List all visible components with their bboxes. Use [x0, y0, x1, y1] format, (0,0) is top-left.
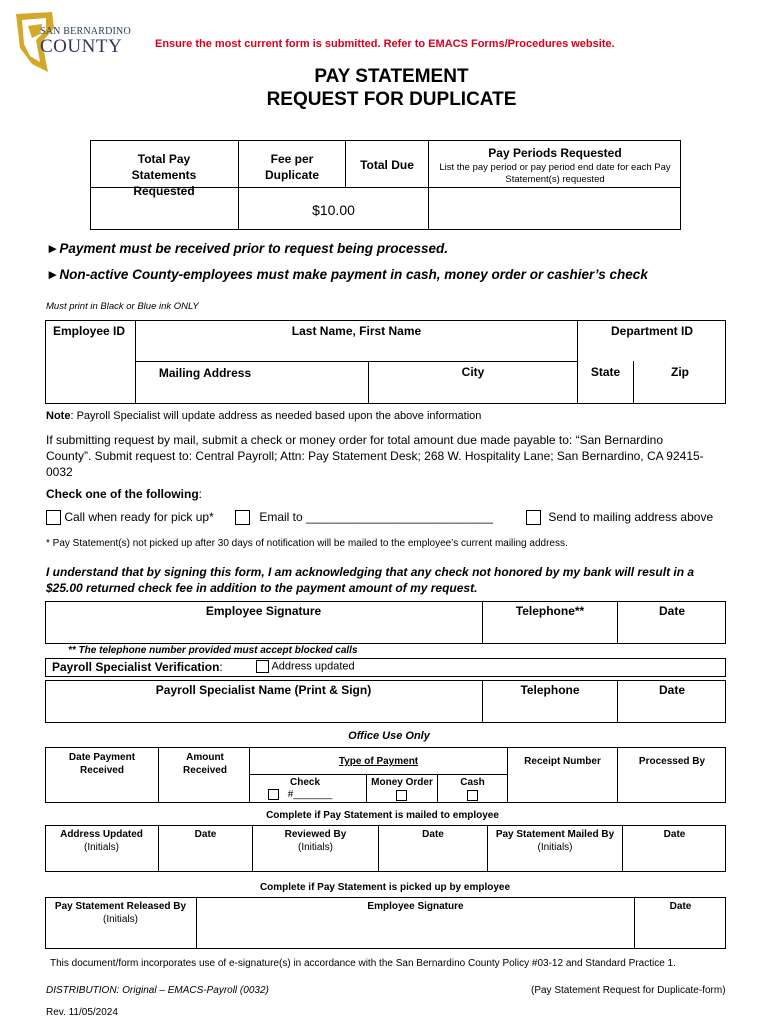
pickup-date-header: Date	[669, 901, 692, 912]
department-id-field[interactable]	[578, 341, 725, 360]
note-text: : Payroll Specialist will update address as needed based upon the above information	[70, 410, 482, 422]
non-active-bullet: ►Non-active County-employees must make payment in cash, money order or cashier’s check	[46, 267, 648, 282]
money-order-checkbox[interactable]	[396, 790, 407, 801]
employee-signature-label: Employee Signature	[205, 604, 322, 618]
revision-date: Rev. 11/05/2024	[46, 1007, 118, 1018]
mailed-date-header-3: Date	[663, 829, 686, 840]
total-due-header: Total Due	[360, 158, 414, 172]
department-id-label: Department ID	[610, 324, 693, 338]
pay-periods-note: List the pay period or pay period end date for each Pay Statement(s) requested	[439, 162, 671, 185]
check-number-field[interactable]: #_______	[287, 789, 333, 801]
check-one-heading	[46, 487, 202, 501]
address-updated-option[interactable]	[256, 660, 355, 673]
date-label: Date	[658, 604, 685, 618]
money-order-label: Money Order	[371, 777, 433, 788]
phone-note: ** The telephone number provided must accept blocked calls	[68, 645, 358, 656]
address-note	[46, 410, 481, 422]
zip-label: Zip	[671, 365, 689, 379]
cash-checkbox[interactable]	[467, 790, 478, 801]
pickup-signature-header: Employee Signature	[367, 901, 464, 912]
fee-value: $10.00	[312, 202, 355, 218]
mail-label: Send to mailing address above	[548, 510, 714, 524]
date-field[interactable]	[618, 620, 725, 643]
name-field[interactable]	[136, 341, 576, 360]
type-of-payment-label: Type of Payment	[338, 756, 419, 767]
pickup-heading: Complete if Pay Statement is picked up by employee	[259, 882, 511, 893]
date-payment-label: Date Payment Received	[68, 752, 136, 776]
verification-colon: :	[219, 660, 223, 674]
payment-bullet: ►Payment must be received prior to request being processed.	[46, 241, 448, 256]
receipt-number-label: Receipt Number	[524, 756, 601, 767]
released-by-initials: (Initials)	[102, 914, 138, 925]
total-statements-field[interactable]	[91, 188, 237, 229]
processed-by-label: Processed By	[638, 756, 706, 767]
mailed-date-header-2: Date	[422, 829, 444, 840]
verification-heading	[52, 660, 223, 674]
logo-line2: COUNTY	[40, 36, 123, 57]
acknowledgement: I understand that by signing this form, I am acknowledging that any check not honored by my bank will result in a $25.00 returned check fee in addition to the payment amount of my request.	[46, 565, 695, 595]
page-title-line1: PAY STATEMENT	[314, 66, 469, 87]
mailing-address-label: Mailing Address	[158, 366, 252, 380]
check-one-label: Check one of the following	[46, 487, 199, 501]
check-label: Check	[290, 777, 321, 788]
esignature-note: This document/form incorporates use of e-signature(s) in accordance with the San Bernardino County Policy #03-12 and Standard Practice 1.	[50, 958, 676, 969]
pay-periods-header: Pay Periods Requested	[488, 146, 622, 160]
ink-note: Must print in Black or Blue ink ONLY	[46, 301, 199, 312]
note-label: Note	[46, 410, 71, 422]
employee-signature-field[interactable]	[46, 620, 481, 643]
mailed-date-header-1: Date	[194, 829, 217, 840]
option-mail[interactable]	[526, 510, 713, 525]
specialist-date-label: Date	[658, 683, 685, 697]
total-statements-header: Total Pay Statements Requested	[131, 152, 197, 198]
city-label: City	[461, 365, 485, 379]
email-checkbox[interactable]	[235, 510, 250, 525]
logo-line1: SAN BERNARDINO	[40, 26, 131, 37]
pay-periods-field[interactable]	[429, 188, 680, 229]
mailed-by-initials: (Initials)	[537, 842, 573, 853]
form-name: (Pay Statement Request for Duplicate-form)	[531, 985, 726, 996]
reviewed-by-header: Reviewed By	[284, 829, 347, 840]
pickup-checkbox[interactable]	[46, 510, 61, 525]
telephone-field[interactable]	[483, 620, 616, 643]
amount-label: Amount Received	[183, 752, 227, 776]
name-label: Last Name, First Name	[291, 324, 422, 338]
telephone-label: Telephone**	[515, 604, 585, 618]
pickup-label: Call when ready for pick up*	[64, 510, 214, 524]
office-use-heading: Office Use Only	[348, 730, 430, 742]
verification-label: Payroll Specialist Verification	[52, 660, 220, 674]
address-updated-label: Address updated	[271, 660, 355, 673]
option-email[interactable]	[235, 510, 493, 525]
employee-id-label: Employee ID	[53, 324, 126, 338]
page-title-line2: REQUEST FOR DUPLICATE	[266, 89, 517, 110]
option-pickup[interactable]	[46, 510, 214, 525]
employee-id-field[interactable]	[46, 341, 134, 360]
specialist-name-label: Payroll Specialist Name (Print & Sign)	[155, 683, 372, 697]
address-updated-initials: (Initials)	[83, 842, 119, 853]
distribution: DISTRIBUTION: Original – EMACS-Payroll (0032)	[46, 985, 269, 996]
mail-checkbox[interactable]	[526, 510, 541, 525]
mail-instructions: If submitting request by mail, submit a check or money order for total amount due made payable to: “San Bernardino County”. Submit request to: Central Payroll; Attn: Pay Statement Desk; 268 W. Hospitality Lane; San Bernardino, CA 92415-0032	[46, 433, 704, 479]
mailed-heading: Complete if Pay Statement is mailed to employee	[266, 810, 499, 821]
specialist-name-field[interactable]	[46, 700, 481, 722]
specialist-telephone-label: Telephone	[520, 683, 580, 697]
county-logo	[12, 8, 136, 74]
address-updated-header: Address Updated	[60, 829, 143, 840]
email-label: Email to ____________________________	[259, 510, 493, 524]
check-checkbox[interactable]	[268, 789, 279, 800]
cash-label: Cash	[460, 777, 485, 788]
check-payment-option[interactable]	[268, 789, 332, 800]
mailed-by-header: Pay Statement Mailed By	[495, 829, 615, 840]
pickup-footnote: * Pay Statement(s) not picked up after 30 days of notification will be mailed to the employee’s current mailing address.	[46, 538, 568, 549]
state-label: State	[590, 365, 621, 379]
reviewed-by-initials: (Initials)	[297, 842, 333, 853]
released-by-header: Pay Statement Released By	[54, 901, 187, 912]
check-one-colon: :	[198, 487, 203, 501]
fee-per-duplicate-header: Fee per Duplicate	[264, 152, 319, 182]
address-updated-checkbox[interactable]	[256, 660, 269, 673]
current-form-notice: Ensure the most current form is submitted. Refer to EMACS Forms/Procedures website.	[155, 38, 615, 50]
